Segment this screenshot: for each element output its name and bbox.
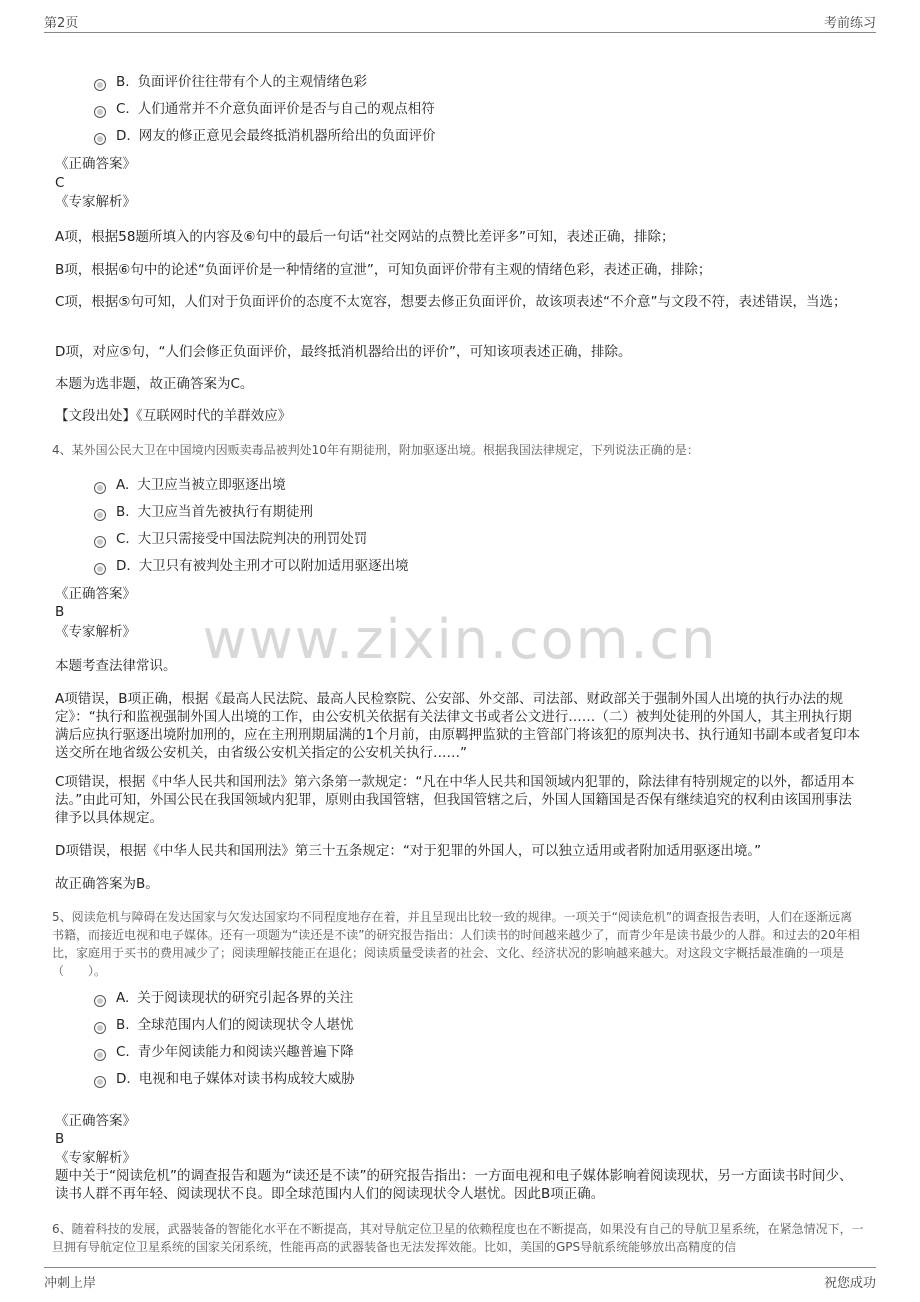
radio-icon[interactable] — [94, 106, 106, 118]
watermark: www.zixin.com.cn — [202, 608, 718, 671]
radio-icon[interactable] — [94, 995, 106, 1007]
q4-option-a[interactable]: A. 大卫应当被立即驱逐出境 — [94, 475, 286, 495]
q3-answer: C — [55, 175, 65, 191]
q5-option-d[interactable]: D. 电视和电子媒体对读书构成较大威胁 — [94, 1069, 355, 1089]
q5-option-c[interactable]: C. 青少年阅读能力和阅读兴趣普遍下降 — [94, 1042, 354, 1062]
q4-analysis-label: 《专家解析》 — [55, 624, 136, 640]
q4-answer: B — [55, 604, 65, 620]
q5-analysis: 题中关于“阅读危机”的调查报告和题为“读还是不读”的研究报告指出：一方面电视和电子媒体影响着阅读现状，另一方面读书时间少、读书人群不再年轻、阅读现状不良。即全球范围内人们的阅读现状令人堪忧。因此B项正确。 — [55, 1168, 853, 1202]
footer-rule — [44, 1267, 876, 1268]
radio-icon[interactable] — [94, 133, 106, 145]
q4-analysis-ab: A项错误，B项正确，根据《最高人民法院、最高人民检察院、公安部、外交部、司法部、财政部关于强制外国人出境的执行办法的规定》：“执行和监视强制外国人出境的工作，由公安机关依据有关法律文书或者公文进行……（二）被判处徒刑的外国人，其主刑执行期满后应执行驱逐出境附加刑的，应在主刑刑期届满的1个月前，由原羁押监狱的主管部门将该犯的原判决书、执行通知书副本或者复印本送交所在地省级公安机关，由省级公安机关指定的公安机关执行……” — [55, 691, 861, 761]
q3-option-c[interactable]: C. 人们通常并不介意负面评价是否与自己的观点相符 — [94, 99, 435, 119]
q3-analysis-a: A项，根据58题所填入的内容及⑥句中的最后一句话“社交网站的点赞比差评多”可知，表述正确，排除； — [55, 229, 675, 245]
q6-question: 6、随着科技的发展，武器装备的智能化水平在不断提高，其对导航定位卫星的依赖程度也在不断提高，如果没有自己的导航卫星系统，在紧急情况下，一旦拥有导航定位卫星系统的国家关闭系统，性能再高的武器装备也无法发挥效能。比如，美国的GPS导航系统能够放出高精度的信 — [52, 1222, 864, 1254]
q4-option-d[interactable]: D. 大卫只有被判处主刑才可以附加适用驱逐出境 — [94, 556, 409, 576]
q5-question: 5、阅读危机与障碍在发达国家与欠发达国家均不同程度地存在着，并且呈现出比较一致的规律。一项关于“阅读危机”的调查报告表明，人们在逐渐远离书籍，而接近电视和电子媒体。还有一项题为“读还是不读”的研究报告指出：人们读书的时间越来越少了，而青少年是读书最少的人群。和过去的20年相比，家庭用于买书的费用减少了；阅读理解技能正在退化；阅读质量受读者的社会、文化、经济状况的影响越来越大。对这段文字概括最准确的一项是（ ）。 — [52, 910, 860, 978]
footer-right-text: 祝您成功 — [823, 1276, 876, 1291]
q4-analysis-intro: 本题考查法律常识。 — [55, 658, 177, 674]
q4-analysis-c: C项错误，根据《中华人民共和国刑法》第六条第一款规定：“凡在中华人民共和国领域内犯罪的，除法律有特别规定的以外，都适用本法。”由此可知，外国公民在我国领域内犯罪，原则由我国管辖，但我国管辖之后，外国人国籍国是否保有继续追究的权利由该国刑事法律予以具体规定。 — [55, 774, 855, 826]
q3-analysis-b: B项，根据⑥句中的论述“负面评价是一种情绪的宣泄”，可知负面评价带有主观的情绪色彩，表述正确，排除； — [55, 262, 712, 278]
radio-icon[interactable] — [94, 1022, 106, 1034]
radio-icon[interactable] — [94, 1049, 106, 1061]
q3-analysis-label: 《专家解析》 — [55, 194, 136, 210]
q3-source: 【文段出处】《互联网时代的羊群效应》 — [55, 408, 292, 424]
q4-answer-label: 《正确答案》 — [55, 586, 136, 602]
header-title: 考前练习 — [823, 16, 876, 31]
q3-conclusion: 本题为选非题，故正确答案为C。 — [55, 376, 254, 392]
radio-icon[interactable] — [94, 563, 106, 575]
q4-question: 4、某外国公民大卫在中国境内因贩卖毒品被判处10年有期徒刑，附加驱逐出境。根据我国法律规定，下列说法正确的是： — [52, 443, 699, 457]
radio-icon[interactable] — [94, 1076, 106, 1088]
q5-option-b[interactable]: B. 全球范围内人们的阅读现状令人堪忧 — [94, 1015, 354, 1035]
q5-answer: B — [55, 1131, 65, 1147]
q4-option-b[interactable]: B. 大卫应当首先被执行有期徒刑 — [94, 502, 313, 522]
footer-left-text: 冲刺上岸 — [44, 1276, 97, 1291]
q3-analysis-d: D项，对应⑤句，“人们会修正负面评价，最终抵消机器给出的评价”，可知该项表述正确，排除。 — [55, 344, 632, 360]
radio-icon[interactable] — [94, 509, 106, 521]
q5-answer-label: 《正确答案》 — [55, 1113, 136, 1129]
radio-icon[interactable] — [94, 536, 106, 548]
q3-option-d[interactable]: D. 网友的修正意见会最终抵消机器所给出的负面评价 — [94, 126, 436, 146]
radio-icon[interactable] — [94, 79, 106, 91]
page-number: 第2页 — [44, 16, 79, 31]
q4-option-c[interactable]: C. 大卫只需接受中国法院判决的刑罚处罚 — [94, 529, 367, 549]
q3-answer-label: 《正确答案》 — [55, 156, 136, 172]
radio-icon[interactable] — [94, 482, 106, 494]
q3-analysis-c: C项，根据⑤句可知，人们对于负面评价的态度不太宽容，想要去修正负面评价，故该项表述“不介意”与文段不符，表述错误，当选； — [55, 294, 847, 310]
q4-conclusion: 故正确答案为B。 — [55, 876, 159, 892]
q4-analysis-d: D项错误，根据《中华人民共和国刑法》第三十五条规定：“对于犯罪的外国人，可以独立适用或者附加适用驱逐出境。” — [55, 843, 762, 859]
q3-option-b[interactable]: B. 负面评价往往带有个人的主观情绪色彩 — [94, 72, 367, 92]
header-rule — [44, 32, 876, 33]
q5-option-a[interactable]: A. 关于阅读现状的研究引起各界的关注 — [94, 988, 353, 1008]
q5-analysis-label: 《专家解析》 — [55, 1150, 136, 1166]
